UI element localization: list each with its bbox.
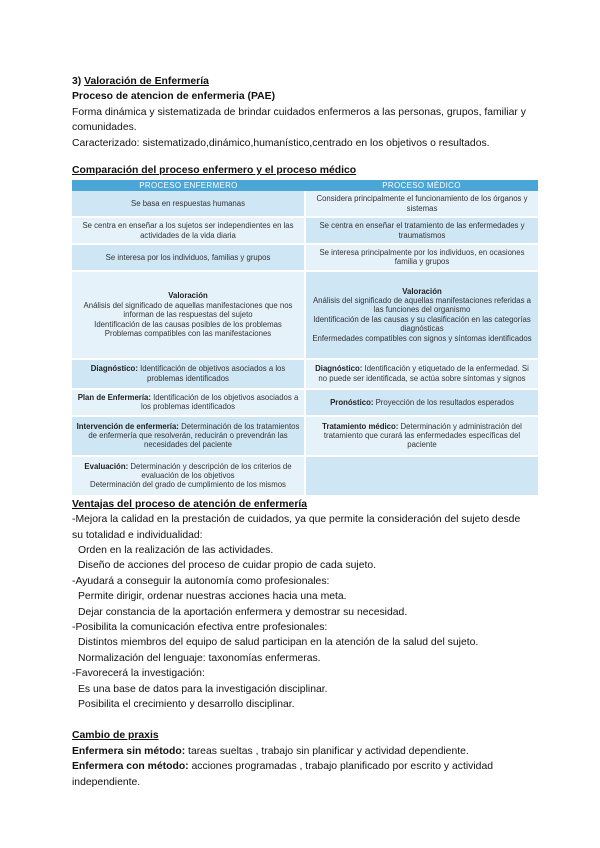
cell-text: Identificación y etiquetado de la enfermedad. Si no puede ser identificada, se actúa sobre síntomas y signos	[318, 364, 529, 383]
cell-text: Proyección de los resultados esperados	[375, 397, 514, 407]
table-row	[72, 359, 538, 389]
medical-cell	[305, 416, 538, 456]
nursing-cell: Se basa en respuestas humanas	[72, 191, 305, 217]
cell-line: Problemas compatibles con las manifestaciones	[104, 328, 272, 338]
praxis-without	[72, 744, 534, 759]
document-page	[72, 74, 534, 790]
cell-label: Evaluación:	[84, 461, 129, 471]
nursing-cell	[72, 456, 305, 496]
cell-text: Determinación de los tratamientos de enfermería que resolverán, reducirán o prevendrán las necesidades del paciente	[88, 421, 300, 450]
list-item: Normalización del lenguaje: taxonomías enfermeras.	[78, 652, 321, 664]
list-item: -Favorecerá la investigación:	[72, 668, 205, 680]
table-row	[72, 389, 538, 416]
list-item: -Posibilita la comunicación efectiva entre profesionales:	[72, 621, 328, 633]
list-item: Posibilita el crecimiento y desarrollo disciplinar.	[78, 698, 295, 710]
nursing-cell	[72, 359, 305, 389]
cell-label: Diagnóstico:	[90, 364, 138, 374]
list-item: Distintos miembros del equipo de salud participan en la atención de la salud del sujeto.	[78, 637, 479, 649]
advantages-heading: Ventajas del proceso de atención de enfermería	[72, 498, 308, 510]
section-title	[72, 74, 534, 89]
cell-label: Diagnóstico:	[315, 364, 363, 374]
section-title-text: Valoración de Enfermería	[84, 76, 209, 87]
list-item: Diseño de acciones del proceso de cuidar propio de cada sujeto.	[78, 560, 377, 572]
cell-text: Identificación de objetivos asociados a los problemas identificados	[140, 364, 286, 383]
cell-text: Determinación y administración del tratamiento que curará las enfermedades específicas del paciente	[323, 421, 522, 450]
praxis-without-text: tareas sueltas , trabajo sin planificar y actividad dependiente.	[185, 745, 469, 757]
medical-cell: Se centra en enseñar el tratamiento de las enfermedades y traumatismos	[305, 217, 538, 244]
col-header-nursing: PROCESO ENFERMERO	[72, 180, 305, 191]
medical-cell: Considera principalmente el funcionamiento de los órganos y sistemas	[305, 191, 538, 217]
cell-title: Valoración	[168, 291, 208, 301]
cell-line: Análisis del significado de aquellas manifestaciones referidas a las funciones del organismo	[312, 296, 531, 315]
list-item: -Ayudará a conseguir la autonomía como profesionales:	[72, 575, 330, 587]
cell-line: Análisis del significado de aquellas manifestaciones que nos informan de las respuestas del sujeto	[83, 300, 293, 320]
medical-cell	[305, 271, 538, 359]
cell-text: Identificación de los objetivos asociados a los problemas identificados	[140, 392, 299, 412]
comparison-heading: Comparación del proceso enfermero y el proceso médico	[72, 165, 357, 177]
praxis-with-label: Enfermera con método:	[72, 761, 189, 773]
nursing-cell	[72, 389, 305, 416]
comparison-table	[72, 180, 538, 496]
praxis-with-text: acciones programadas , trabajo planificado por escrito y actividad independiente.	[72, 761, 494, 788]
nursing-cell	[72, 271, 305, 359]
list-item: Orden en la realización de las actividades.	[78, 544, 274, 556]
list-item: -Mejora la calidad en la prestación de cuidados, ya que permite la consideración del sujeto desde su totalidad e individualidad:	[72, 514, 521, 541]
section-subtitle: Proceso de atencion de enfermeria (PAE)	[72, 91, 276, 103]
table-row	[72, 416, 538, 456]
table-row	[72, 244, 538, 271]
nursing-cell	[72, 416, 305, 456]
nursing-cell: Se centra en enseñar a los sujetos ser independientes en las actividades de la vida diaria	[72, 217, 305, 244]
col-header-medical: PROCESO MÉDICO	[305, 180, 538, 191]
medical-cell	[305, 389, 538, 416]
medical-cell	[305, 359, 538, 389]
cell-line: Identificación de las causas y su clasificación en las categorías diagnósticas	[313, 314, 531, 334]
table-row	[72, 456, 538, 496]
cell-line: Identificación de las causas posibles de los problemas	[94, 319, 282, 329]
cell-label: Tratamiento médico:	[322, 421, 399, 431]
cell-label: Plan de Enfermería:	[77, 392, 151, 402]
medical-cell	[305, 456, 538, 496]
table-row	[72, 191, 538, 217]
table-row	[72, 271, 538, 359]
cell-text: Determinación y descripción de los criterios de evaluación de los objetivos	[130, 461, 292, 480]
characterized-text: Caracterizado: sistematizado,dinámico,humanístico,centrado en los objetivos o resultados.	[72, 137, 490, 149]
medical-cell: Se interesa principalmente por los individuos, en ocasiones familia y grupos	[305, 244, 538, 271]
nursing-cell: Se interesa por los individuos, familias y grupos	[72, 244, 305, 271]
section-number: 3)	[72, 76, 82, 87]
cell-title: Valoración	[402, 286, 442, 296]
cell-label: Pronóstico:	[330, 397, 374, 407]
praxis-with	[72, 759, 534, 790]
list-item: Permite dirigir, ordenar nuestras acciones hacia una meta.	[78, 591, 347, 603]
list-item: Es una base de datos para la investigación disciplinar.	[78, 683, 328, 695]
advantages-list	[72, 512, 534, 712]
table-row	[72, 217, 538, 244]
praxis-heading: Cambio de praxis	[72, 730, 159, 742]
cell-line: Determinación del grado de cumplimiento de los mismos	[90, 480, 286, 490]
cell-line: Enfermedades compatibles con signos y síntomas identificados	[312, 333, 532, 343]
definition-text: Forma dinámica y sistematizada de brindar cuidados enfermeros a las personas, grupos, familiar y comunidades.	[72, 106, 526, 134]
list-item: Dejar constancia de la aportación enfermera y demostrar su necesidad.	[78, 606, 408, 618]
cell-label: Intervención de enfermería:	[76, 421, 179, 431]
praxis-without-label: Enfermera sin método:	[72, 745, 186, 757]
